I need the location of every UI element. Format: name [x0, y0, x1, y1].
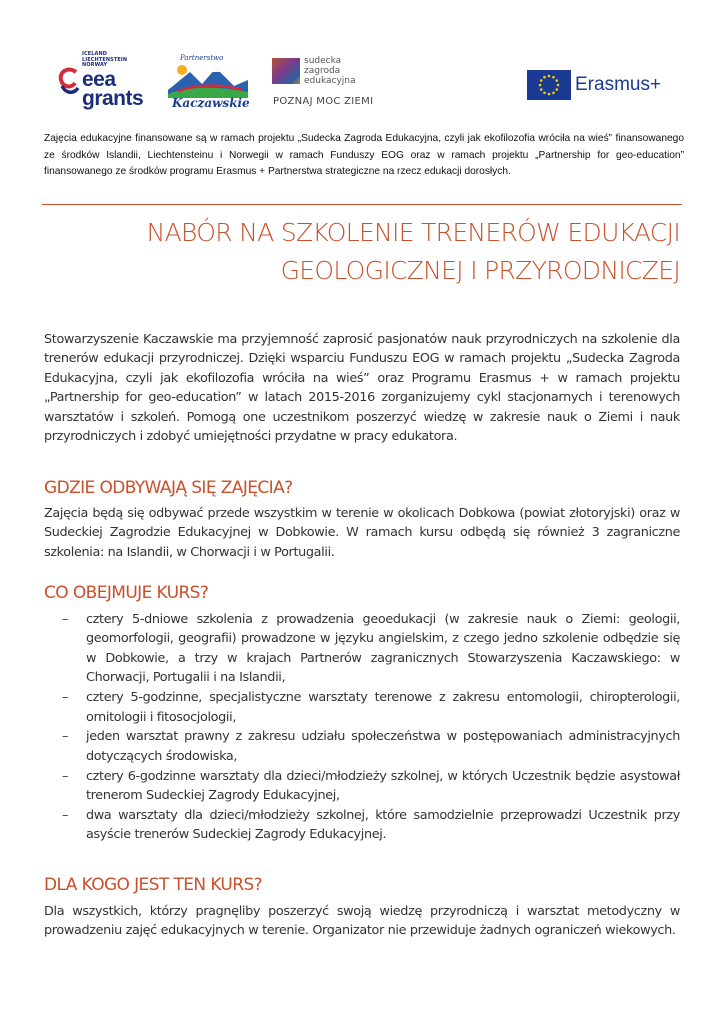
partnerstwo-kaczawskie-logo: [168, 52, 252, 114]
eea-country-norway: NORWAY: [82, 62, 108, 68]
list-item: [44, 610, 680, 688]
funding-note: Zajęcia edukacyjne finansowane są w ramach projektu „Sudecka Zagroda Edukacyjna, czyli jak ekofilozofia wróciła na wieś” finansowanego ze środków Islandii, Liechtensteinu i Norwegii w ramach Funduszy EOG oraz w ramach projektu „Partnership for geo-education” finansowanego ze środków programu Erasmus + Partnerstwa strategiczne na rzecz edukacji dorosłych.: [44, 133, 684, 177]
list-item-text: cztery 5-dniowe szkolenia z prowadzenia geoedukacji (w zakresie nauk o Ziemi: geologii, geomorfologii, geografii) prowadzone w języku angielskim, z czego jedno szkolenie odbędzie się w Dobkowie, a trzy w krajach Partnerów zagranicznych Stowarzyszenia Kaczawskiego: w Chorwacji, Portugalii i na Islandii,: [86, 612, 680, 686]
dash-bullet: –: [62, 808, 69, 824]
dash-bullet: –: [62, 768, 69, 784]
list-item-text: jeden warsztat prawny z zakresu udziału społeczeństwa w postępowaniach administracyjnych dotyczących środowiska,: [86, 729, 680, 764]
course-list: [44, 610, 680, 845]
sud-line3: edukacyjna: [304, 76, 356, 86]
kacz-name: Kaczawskie: [172, 96, 250, 110]
erasmus-wordmark: Erasmus+: [575, 74, 662, 95]
list-item: [44, 806, 680, 845]
section-heading-where: GDZIE ODBYWAJĄ SIĘ ZAJĘCIA?: [44, 478, 293, 498]
mountains-icon: [168, 60, 248, 100]
sud-wordmark: [304, 56, 356, 86]
kacz-script: Partnerstwo: [180, 54, 224, 62]
list-item: [44, 727, 680, 766]
logo-bar: [0, 40, 725, 120]
section-where-text: Zajęcia będą się odbywać przede wszystkim w terenie w okolicach Dobkowa (powiat złotoryjski) oraz w Sudeckiej Zagrodzie Edukacyjnej w Dobkowie. W ramach kursu odbędą się również 3 zagraniczne szkolenia: na Islandii, w Chorwacji i w Portugalii.: [44, 506, 680, 560]
eea-grants-logo: [58, 52, 158, 116]
sudecka-zagroda-logo: [272, 54, 382, 116]
eea-country-liechtenstein: LIECHTENSTEIN: [82, 56, 128, 63]
erasmus-logo: [527, 70, 677, 102]
eu-stars-icon: [527, 70, 571, 100]
list-item-text: cztery 6-godzinne warsztaty dla dzieci/młodzieży szkolnej, w których Uczestnik będzie asystował trenerom Sudeckiej Zagrody Edukacyjnej,: [86, 768, 680, 804]
section-heading-course: CO OBEJMUJE KURS?: [44, 583, 209, 603]
eea-country-iceland: ICELAND: [82, 51, 108, 57]
dash-bullet: –: [62, 729, 69, 745]
eea-word-eea: eea: [82, 68, 116, 91]
sud-tagline: POZNAJ MOC ZIEMI: [273, 96, 374, 107]
dash-bullet: –: [62, 690, 69, 706]
list-item: [44, 767, 680, 806]
list-item-text: cztery 5-godzinne, specjalistyczne warsztaty terenowe z zakresu entomologii, chiropterologii, ornitologii i fitosocjologii,: [86, 690, 680, 725]
list-item: [44, 688, 680, 727]
section-heading-who: DLA KOGO JEST TEN KURS?: [44, 875, 263, 895]
title-line1: NABÓR NA SZKOLENIE TRENERÓW EDUKACJI: [146, 218, 680, 247]
title-line2: GEOLOGICZNEJ I PRZYRODNICZEJ: [280, 256, 680, 285]
list-item-text: dwa warsztaty dla dzieci/młodzieży szkolnej, które samodzielnie przeprowadzi Uczestnik przy asyście trenerów Sudeckiej Zagrody Edukacyjnej.: [86, 808, 680, 843]
dash-bullet: –: [62, 612, 69, 627]
intro-paragraph: Stowarzyszenie Kaczawskie ma przyjemność zaprosić pasjonatów nauk przyrodniczych na szkolenie dla trenerów edukacji przyrodniczej. Dzięki wsparciu Funduszu EOG w ramach projektu „Sudecka Zagroda Edukacyjna, czyli jak ekofilozofia wróciła na wieś” oraz Programu Erasmus + w ramach projektu „Partnership for geo-education” w latach 2015-2016 zorganizujemy cykl stacjonarnych i terenowych warsztatów i szkoleń. Pomogą one uczestnikom poszerzyć wiedzę w zakresie nauk o Ziemi i nauk przyrodniczych i zdobyć umiejętności przydatne w pracy edukatora.: [44, 332, 680, 445]
eea-wordmark: [82, 70, 143, 108]
mosaic-icon: [272, 58, 300, 84]
sud-line2: zagroda: [304, 66, 341, 76]
section-who-text: Dla wszystkich, którzy pragnęliby poszerzyć swoją wiedzę przyrodniczą i warsztat metodyczny w prowadzeniu zajęć edukacyjnych w terenie. Organizator nie przewiduje żadnych ograniczeń wiekowych.: [44, 904, 680, 939]
page-title: [80, 214, 680, 290]
eea-word-grants: grants: [82, 87, 144, 110]
sud-line1: sudecka: [304, 56, 342, 66]
eea-swirl-icon: [58, 66, 80, 96]
eu-flag-icon: [527, 70, 571, 100]
divider: [42, 204, 682, 205]
eea-countries: [82, 52, 127, 69]
